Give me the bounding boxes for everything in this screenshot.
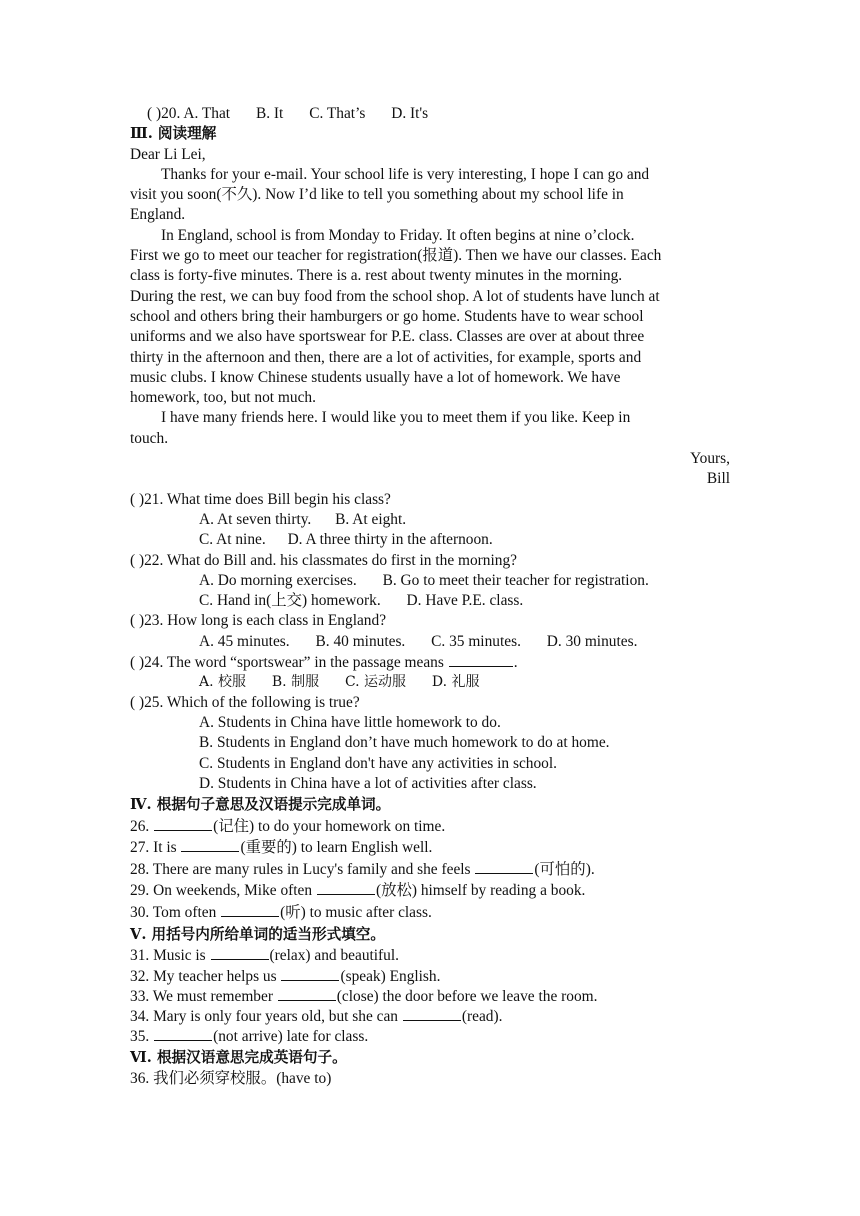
question-22-options — [130, 571, 730, 591]
letter-line: visit you soon(不久). Now I’d like to tell you something about my school life in — [130, 186, 624, 204]
answer-blank[interactable] — [221, 902, 279, 917]
q24-option-b: B. 制服 — [271, 674, 320, 691]
section-4-title: Ⅳ. 根据句子意思及汉语提示完成单词。 — [130, 796, 391, 814]
q21-option-c: C. At nine. — [199, 531, 266, 549]
fill-item-35 — [130, 1026, 730, 1046]
letter-line: thirty in the afternoon and then, there are a lot of activities, for example, sports and — [130, 348, 642, 366]
q22-option-d: D. Have P.E. class. — [406, 592, 524, 610]
fill-item-27 — [130, 837, 730, 859]
fill-item-34 — [130, 1006, 730, 1026]
letter-line: class is forty-five minutes. There is a. rest about twenty minutes in the morning. — [130, 267, 623, 285]
item-text: 34. Mary is only four years old, but she can — [130, 1008, 402, 1026]
answer-blank[interactable] — [211, 945, 269, 960]
fill-item-32 — [130, 966, 730, 986]
q21-option-d: D. A three thirty in the afternoon. — [287, 531, 493, 549]
q23-option-b: B. 40 minutes. — [315, 632, 406, 650]
question-24-options — [130, 672, 730, 692]
fill-item-30 — [130, 902, 730, 924]
answer-blank[interactable] — [154, 816, 212, 831]
letter-signature: Bill — [706, 470, 730, 488]
answer-blank[interactable] — [154, 1026, 212, 1041]
fill-item-31 — [130, 945, 730, 965]
question-20 — [130, 104, 730, 124]
answer-blank[interactable] — [475, 859, 533, 874]
item-text: (重要的) to learn English well. — [240, 839, 433, 857]
q22-option-a: A. Do morning exercises. — [199, 571, 357, 589]
letter-line: In England, school is from Monday to Friday. It often begins at nine o’clock. — [161, 226, 635, 244]
q24-option-a: A. 校服 — [199, 674, 247, 691]
letter-closing: Yours, — [690, 450, 730, 468]
letter-line: Thanks for your e-mail. Your school life is very interesting, I hope I can go and — [161, 165, 650, 183]
question-22-stem: ( )22. What do Bill and. his classmates do first in the morning? — [130, 551, 517, 569]
item-text: 29. On weekends, Mike often — [130, 882, 316, 900]
letter-line: I have many friends here. I would like you to meet them if you like. Keep in — [161, 409, 631, 427]
letter-greeting: Dear Li Lei, — [130, 145, 206, 163]
q20-option-b: B. It — [255, 105, 284, 122]
section-5-title: Ⅴ. 用括号内所给单词的适当形式填空。 — [130, 925, 385, 943]
answer-blank[interactable] — [278, 986, 336, 1001]
answer-blank[interactable] — [403, 1006, 461, 1021]
item-text: (记住) to do your homework on time. — [213, 817, 446, 835]
item-text: 31. Music is — [130, 947, 210, 965]
q25-option-b: B. Students in England don’t have much homework to do at home. — [199, 734, 610, 752]
item-text: (not arrive) late for class. — [213, 1028, 369, 1046]
q22-option-b: B. Go to meet their teacher for registration. — [382, 571, 649, 589]
item-text: (听) to music after class. — [280, 904, 432, 922]
q22-option-c: C. Hand in(上交) homework. — [199, 592, 381, 610]
q20-option-c: C. That’s — [309, 105, 366, 122]
q25-option-c: C. Students in England don't have any activities in school. — [199, 754, 557, 772]
q23-option-a: A. 45 minutes. — [199, 632, 290, 650]
translate-item-36: 36. 我们必须穿校服。(have to) — [130, 1070, 332, 1088]
section-6-title: Ⅵ. 根据汉语意思完成英语句子。 — [130, 1048, 347, 1066]
question-23-stem: ( )23. How long is each class in England? — [130, 612, 387, 630]
letter-line: uniforms and we also have sportswear for P.E. class. Classes are over at about three — [130, 328, 645, 346]
fill-item-28 — [130, 859, 730, 881]
q24-stem-text: ( )24. The word “sportswear” in the passage means — [130, 654, 444, 672]
q23-option-d: D. 30 minutes. — [546, 632, 638, 650]
q21-option-b: B. At eight. — [335, 510, 407, 528]
q24-option-d: D. 礼服 — [431, 674, 480, 691]
question-21-options — [130, 510, 730, 530]
item-text: 32. My teacher helps us — [130, 967, 281, 985]
letter-line: school and others bring their hamburgers or go home. Students have to wear school — [130, 307, 644, 325]
letter-line: England. — [130, 206, 186, 224]
fill-item-26 — [130, 816, 730, 838]
q24-stem-end: . — [513, 654, 518, 672]
q20-option-a: A. That — [183, 105, 231, 122]
question-25-stem: ( )25. Which of the following is true? — [130, 693, 360, 711]
item-text: 26. — [130, 817, 154, 835]
letter-line: During the rest, we can buy food from the school shop. A lot of students have lunch at — [130, 287, 660, 305]
q20-paren: ( )20. — [147, 105, 181, 122]
question-23-options — [130, 632, 730, 652]
question-24-stem — [130, 652, 730, 672]
q20-option-d: D. It's — [391, 105, 429, 122]
question-21-stem: ( )21. What time does Bill begin his class? — [130, 490, 391, 508]
fill-item-33 — [130, 986, 730, 1006]
letter-line: music clubs. I know Chinese students usually have a lot of homework. We have — [130, 368, 621, 386]
q25-option-d: D. Students in China have a lot of activities after class. — [199, 774, 537, 792]
question-22-options — [130, 591, 730, 611]
item-text: (relax) and beautiful. — [269, 947, 400, 965]
letter-line: homework, too, but not much. — [130, 389, 316, 407]
answer-blank[interactable] — [317, 880, 375, 895]
q24-answer-blank — [449, 652, 513, 667]
item-text: (放松) himself by reading a book. — [375, 882, 586, 900]
item-text: 28. There are many rules in Lucy's family and she feels — [130, 860, 475, 878]
q24-option-c: C. 运动服 — [344, 674, 407, 691]
section-3-title: Ⅲ. 阅读理解 — [130, 125, 217, 143]
answer-blank[interactable] — [281, 966, 339, 981]
letter-line: touch. — [130, 429, 169, 447]
q21-option-a: A. At seven thirty. — [199, 510, 312, 528]
item-text: (read). — [461, 1008, 503, 1026]
fill-item-29 — [130, 880, 730, 902]
item-text: 27. It is — [130, 839, 181, 857]
item-text: 33. We must remember — [130, 987, 277, 1005]
q23-option-c: C. 35 minutes. — [431, 632, 521, 650]
item-text: 35. — [130, 1028, 154, 1046]
letter-line: First we go to meet our teacher for registration(报道). Then we have our classes. Each — [130, 247, 662, 265]
worksheet-page — [130, 104, 730, 1090]
item-text: (speak) English. — [340, 967, 441, 985]
item-text: 30. Tom often — [130, 904, 221, 922]
item-text: (close) the door before we leave the room. — [336, 987, 598, 1005]
answer-blank[interactable] — [181, 837, 239, 852]
item-text: (可怕的). — [534, 860, 595, 878]
q25-option-a: A. Students in China have little homework to do. — [199, 713, 501, 731]
question-21-options — [130, 530, 730, 550]
